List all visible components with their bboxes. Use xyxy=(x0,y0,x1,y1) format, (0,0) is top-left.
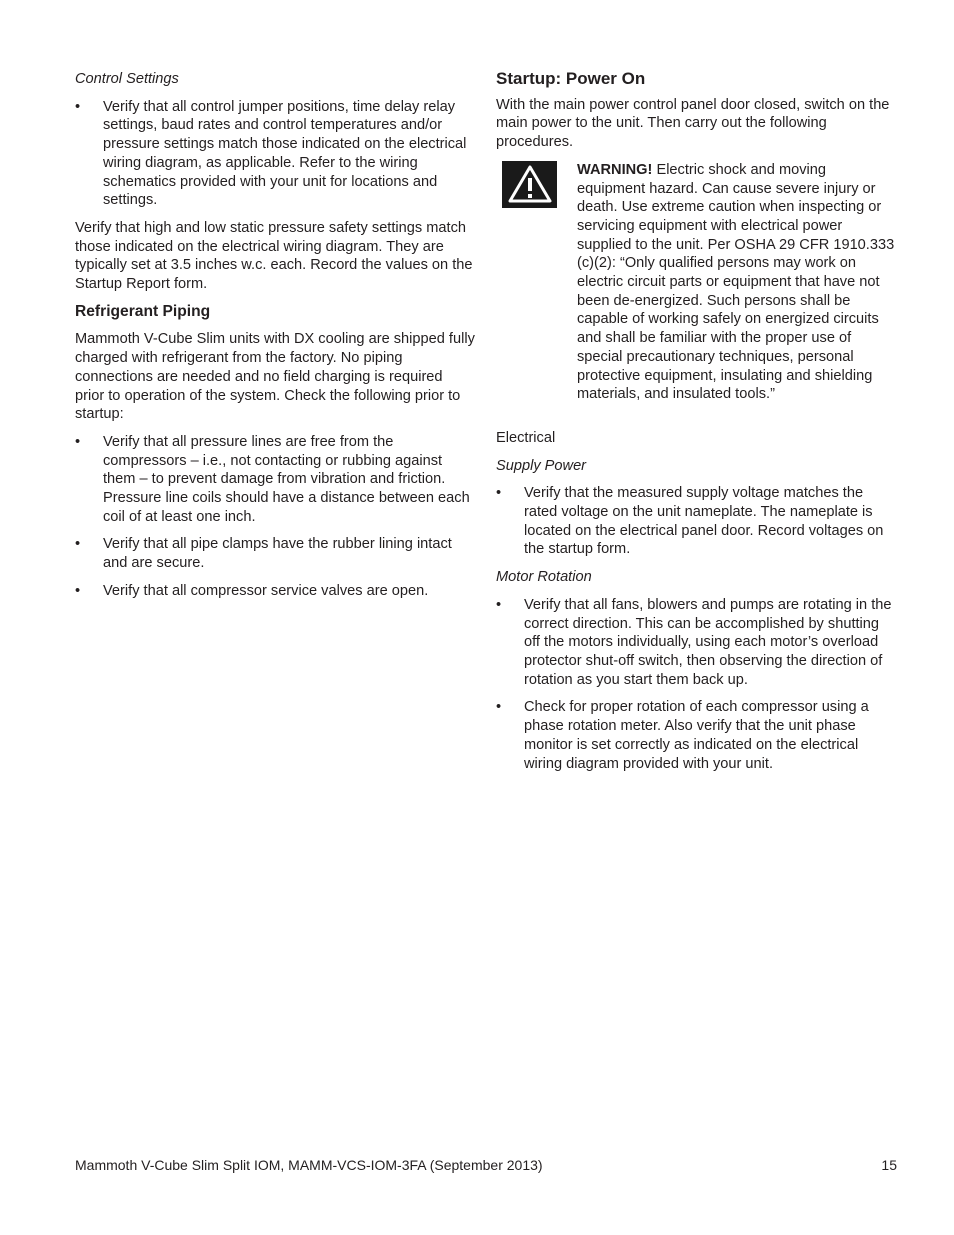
bullet-icon: • xyxy=(75,433,81,450)
warning-text xyxy=(577,161,896,404)
control-settings-heading: Control Settings xyxy=(75,71,179,87)
page-footer xyxy=(75,1156,897,1175)
list-item xyxy=(496,484,896,559)
list-item xyxy=(75,582,475,601)
motor-rotation-heading: Motor Rotation xyxy=(496,569,592,586)
bullet-text: Verify that all control jumper positions, time delay relay settings, baud rates and control temperatures and/or pressure settings match those indicated on the electrical wiring diagram, as applicable. Refer to the wiring schematics provided with your unit for locations and settings. xyxy=(103,98,467,209)
warning-box xyxy=(496,161,896,404)
list-item xyxy=(496,596,896,690)
supply-power-heading: Supply Power xyxy=(496,457,587,474)
list-item xyxy=(75,98,475,210)
refrigerant-piping-heading: Refrigerant Piping xyxy=(75,302,211,320)
bullet-text: Verify that all compressor service valves are open. xyxy=(103,582,429,599)
warning-label: WARNING! xyxy=(577,161,653,178)
startup-paragraph: With the main power control panel door closed, switch on the main power to the unit. Then carry out the following procedures. xyxy=(496,96,890,151)
refrigerant-list xyxy=(75,433,475,601)
list-item xyxy=(75,535,475,572)
bullet-icon: • xyxy=(75,536,81,553)
refrigerant-paragraph: Mammoth V-Cube Slim units with DX cooling are shipped fully charged with refrigerant from the factory. No piping connections are needed and no field charging is required prior to operation of the system. Check the following prior to startup: xyxy=(75,331,475,423)
startup-heading: Startup: Power On xyxy=(496,69,646,88)
bullet-text: Check for proper rotation of each compressor using a phase rotation meter. Also verify that the unit phase monitor is set correctly as indicated on the electrical wiring diagram provided with your unit. xyxy=(524,699,869,772)
bullet-icon: • xyxy=(75,582,81,599)
motor-rotation-list xyxy=(496,596,896,773)
right-column xyxy=(496,70,896,782)
footer-doc-title: Mammoth V-Cube Slim Split IOM, MAMM-VCS-IOM-3FA (September 2013) xyxy=(75,1157,543,1173)
warning-triangle-icon-svg xyxy=(507,164,553,204)
left-column xyxy=(75,70,475,610)
bullet-icon: • xyxy=(496,485,502,502)
warning-body: Electric shock and moving equipment hazard. Can cause severe injury or death. Use extreme caution when inspecting or servicing equipment with electrical power supplied to the unit. Per OSHA 29 CFR 1910.333 (c)(2): “Only qualified persons may work on electric circuit parts or equipment that have not been de-energized. Such persons shall be capable of working safely on energized circuits and shall be familiar with the proper use of special precautionary techniques, personal protective equipment, insulating and shielding materials, and insulated tools.” xyxy=(577,161,895,403)
bullet-icon: • xyxy=(496,596,502,613)
bullet-text: Verify that the measured supply voltage matches the rated voltage on the unit nameplate. The nameplate is located on the electrical panel door. Record voltages on the startup form. xyxy=(524,485,884,558)
bullet-icon: • xyxy=(496,699,502,716)
page-number: 15 xyxy=(881,1157,897,1173)
bullet-icon: • xyxy=(75,98,81,115)
supply-power-list xyxy=(496,484,896,559)
bullet-text: Verify that all pressure lines are free from the compressors – i.e., not contacting or rubbing against them – to prevent damage from vibration and friction. Pressure line coils should have a distance between each coil of at least one inch. xyxy=(103,433,470,525)
electrical-heading: Electrical xyxy=(496,429,556,446)
control-settings-list xyxy=(75,98,475,210)
static-pressure-paragraph: Verify that high and low static pressure safety settings match those indicated on the electrical wiring diagram. They are typically set at 3.5 inches w.c. each. Record the values on the Startup Report form. xyxy=(75,219,473,293)
list-item xyxy=(75,433,475,527)
list-item xyxy=(496,698,896,773)
warning-triangle-icon xyxy=(502,161,557,208)
bullet-text: Verify that all pipe clamps have the rubber lining intact and are secure. xyxy=(103,536,452,572)
bullet-text: Verify that all fans, blowers and pumps are rotating in the correct direction. This can be accomplished by shutting off the motors individually, using each motor’s overload protector shut-off switch, then observing the direction of rotation as you start them back up. xyxy=(524,596,892,688)
